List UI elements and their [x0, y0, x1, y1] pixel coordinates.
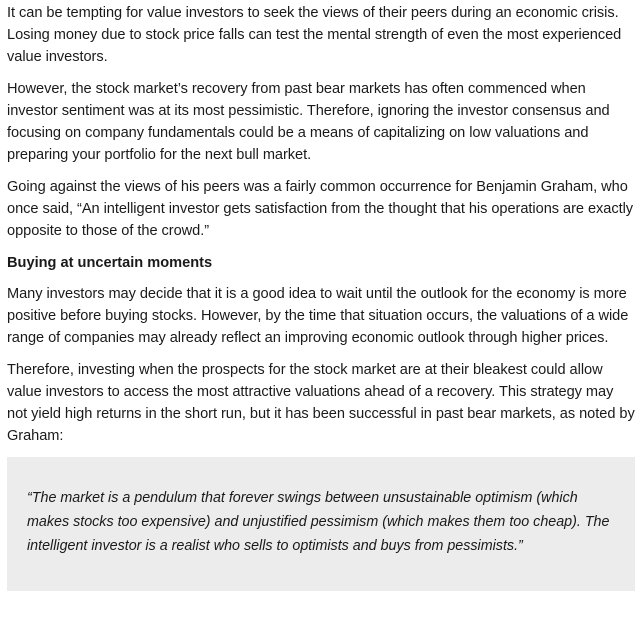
- paragraph-3: Going against the views of his peers was a fairly common occurrence for Benjamin Graham, who once said, “An intelligent investor gets satisfaction from the thought that his operations are exactly opposite to those of the crowd.”: [7, 179, 634, 239]
- blockquote: [7, 457, 635, 591]
- quote-text: “The market is a pendulum that forever swings between unsustainable optimism (which makes stocks too expensive) and unjustified pessimism (which makes them too cheap). The intelligent investor is a realist who sells to optimists and buys from pessimists.”: [27, 490, 610, 554]
- paragraph-2: However, the stock market’s recovery from past bear markets has often commenced when investor sentiment was at its most pessimistic. Therefore, ignoring the investor consensus and focusing on company fundamentals could be a means of capitalizing on low valuations and preparing your portfolio for the next bull market.: [7, 81, 610, 163]
- paragraph-1: It can be tempting for value investors to seek the views of their peers during an economic crisis. Losing money due to stock price falls can test the mental strength of even the most experienced value investors.: [7, 5, 622, 65]
- section-heading: Buying at uncertain moments: [7, 255, 213, 271]
- paragraph-5: Therefore, investing when the prospects for the stock market are at their bleakest could allow value investors to access the most attractive valuations ahead of a recovery. This strategy may not yield high returns in the short run, but it has been successful in past bear markets, as noted by Graham:: [7, 362, 635, 444]
- paragraph-4: Many investors may decide that it is a good idea to wait until the outlook for the economy is more positive before buying stocks. However, by the time that situation occurs, the valuations of a wide range of companies may already reflect an improving economic outlook through higher prices.: [7, 286, 629, 346]
- cut-off-text-fragment: [7, 612, 87, 617]
- article-body: [7, 2, 635, 591]
